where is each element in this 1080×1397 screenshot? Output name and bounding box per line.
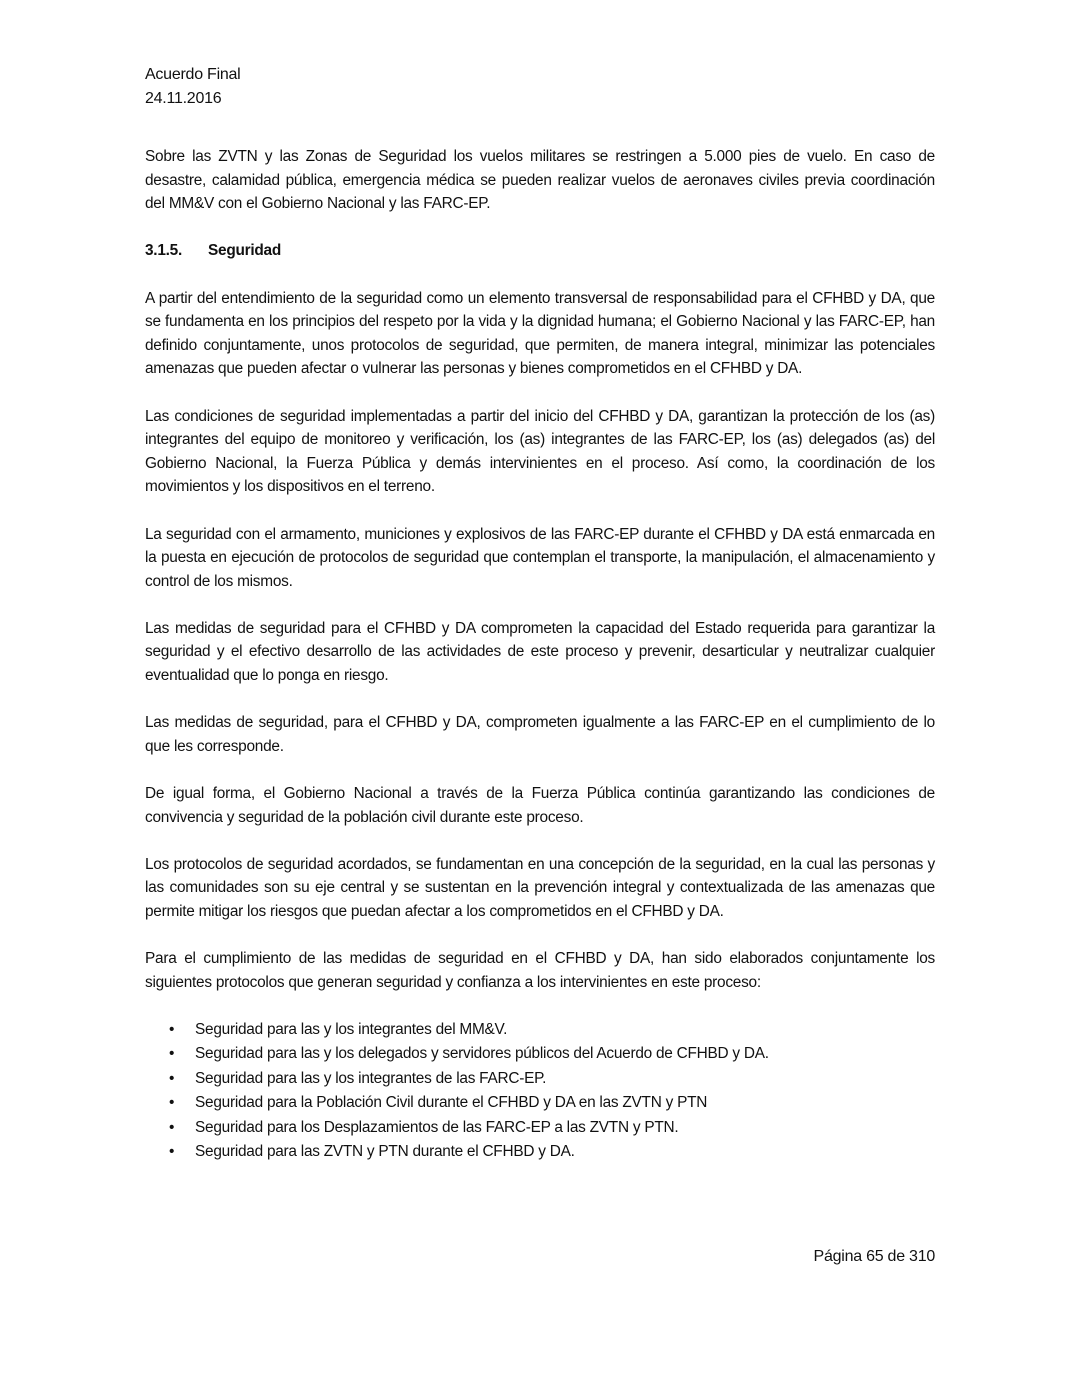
list-item <box>145 1116 935 1141</box>
bullet-icon: • <box>169 1045 175 1063</box>
list-item <box>145 1018 935 1043</box>
paragraph: La seguridad con el armamento, municiones y explosivos de las FARC-EP durante el CFHBD y DA está enmarcada en la puesta en ejecución de protocolos de seguridad que contemplan el transporte, la manipulación, el almacenamiento y control de los mismos. <box>145 525 935 590</box>
list-item <box>145 1042 935 1067</box>
section-number: 3.1.5. <box>145 242 183 260</box>
page-body <box>145 145 935 1165</box>
bullet-icon: • <box>169 1069 175 1087</box>
list-item-text: Seguridad para la Población Civil durante el CFHBD y DA en las ZVTN y PTN <box>195 1094 708 1112</box>
paragraph: Las medidas de seguridad, para el CFHBD y DA, comprometen igualmente a las FARC-EP en el cumplimiento de lo que les corresponde. <box>145 714 935 755</box>
list-item-text: Seguridad para los Desplazamientos de las FARC-EP a las ZVTN y PTN. <box>195 1118 679 1136</box>
paragraph: Para el cumplimiento de las medidas de seguridad en el CFHBD y DA, han sido elaborados conjuntamente los siguientes protocolos que generan seguridad y confianza a los intervinientes en este proceso: <box>145 950 935 991</box>
bullet-icon: • <box>169 1143 175 1161</box>
list-item <box>145 1067 935 1092</box>
paragraph: Los protocolos de seguridad acordados, se fundamentan en una concepción de la seguridad, en la cual las personas y las comunidades son su eje central y se sustentan en la prevención integral y contextualizada de las amenazas que permite mitigar los riesgos que puedan afectar a los comprometidos en el CFHBD y DA. <box>145 855 935 920</box>
paragraph: Las condiciones de seguridad implementadas a partir del inicio del CFHBD y DA, garantizan la protección de los (as) integrantes del equipo de monitoreo y verificación, los (as) integrantes de las FARC-EP, los (as) delegados (as) del Gobierno Nacional, la Fuerza Pública y demás intervinientes en el proceso. Así como, la coordinación de los movimientos y los dispositivos en el terreno. <box>145 407 935 496</box>
page-number: Página 65 de 310 <box>813 1248 935 1265</box>
list-item-text: Seguridad para las y los integrantes de las FARC-EP. <box>195 1069 547 1087</box>
paragraph: Sobre las ZVTN y las Zonas de Seguridad los vuelos militares se restringen a 5.000 pies de vuelo. En caso de desastre, calamidad pública, emergencia médica se pueden realizar vuelos de aeronaves civiles previa coordinación del MM&V con el Gobierno Nacional y las FARC-EP. <box>145 148 935 213</box>
document-title: Acuerdo Final <box>145 66 241 83</box>
list-item-text: Seguridad para las y los delegados y servidores públicos del Acuerdo de CFHBD y DA. <box>195 1045 769 1063</box>
document-date: 24.11.2016 <box>145 90 222 107</box>
list-item <box>145 1091 935 1116</box>
list-item <box>145 1140 935 1165</box>
paragraph: A partir del entendimiento de la seguridad como un elemento transversal de responsabilidad para el CFHBD y DA, que se fundamenta en los principios del respeto por la vida y la dignidad humana; el Gobierno Nacional y las FARC-EP, han definido conjuntamente, unos protocolos de seguridad, que permiten, de manera integral, minimizar las potenciales amenazas que pueden afectar o vulnerar las personas y bienes comprometidos en el CFHBD y DA. <box>145 289 935 378</box>
section-title: Seguridad <box>208 242 282 260</box>
bullet-icon: • <box>169 1020 175 1038</box>
protocol-list <box>145 1018 935 1165</box>
paragraph: De igual forma, el Gobierno Nacional a través de la Fuerza Pública continúa garantizando las condiciones de convivencia y seguridad de la población civil durante este proceso. <box>145 785 935 826</box>
paragraph: Las medidas de seguridad para el CFHBD y DA comprometen la capacidad del Estado requerida para garantizar la seguridad y el efectivo desarrollo de las actividades de este proceso y prevenir, desarticular y neutralizar cualquier eventualidad que lo ponga en riesgo. <box>145 619 935 685</box>
list-item-text: Seguridad para las y los integrantes del MM&V. <box>195 1020 508 1038</box>
list-item-text: Seguridad para las ZVTN y PTN durante el CFHBD y DA. <box>195 1143 575 1161</box>
section-heading <box>145 239 935 263</box>
running-header <box>145 63 240 111</box>
bullet-icon: • <box>169 1118 175 1136</box>
bullet-icon: • <box>169 1094 175 1112</box>
